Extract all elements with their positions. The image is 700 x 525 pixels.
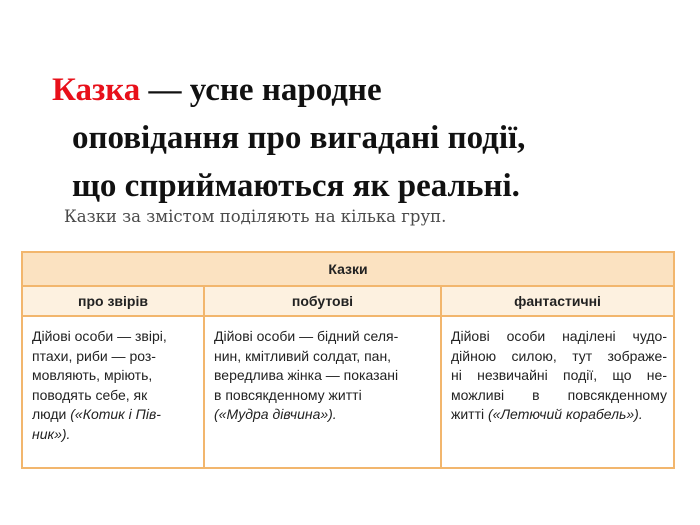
fairy-tale-types-table [21, 251, 675, 469]
cell-line: вередлива жінка — показані [214, 367, 399, 384]
example-title: («Мудра дівчина»). [214, 406, 337, 423]
cell-line [214, 405, 434, 425]
definition-text [52, 66, 682, 210]
cell-line: Дійові особи — звірі, [32, 328, 167, 344]
table-title: Казки [23, 253, 673, 287]
header-fantastic: фантастичні [440, 287, 673, 315]
cell-line: поводять себе, як [32, 386, 148, 403]
definition-term: Казка [52, 72, 141, 108]
cell-text: житті [451, 406, 489, 423]
cell-line: птахи, риби — роз- [32, 347, 156, 364]
table-body-row [23, 317, 673, 467]
cell-line: в повсякденному житті [214, 386, 362, 403]
definition-line-1 [52, 66, 682, 114]
table-header-row [23, 287, 673, 317]
cell-line: мовляють, мріють, [32, 367, 153, 384]
cell-line: Дійові особи — бідний селя- [214, 328, 399, 344]
cell-line: дійною силою, тут зображе- [451, 347, 667, 364]
definition-line-2: оповідання про вигадані події, [72, 120, 526, 156]
example-title: («Летючий корабель»). [488, 406, 643, 423]
cell-line: можливі в повсякденному [451, 386, 667, 403]
cell-line: ні незвичайні події, що не- [451, 367, 667, 384]
cell-everyday [203, 317, 440, 467]
cell-line [32, 405, 197, 425]
header-everyday: побутові [203, 287, 440, 315]
cell-line: Дійові особи наділені чудо- [451, 328, 667, 344]
header-animals: про звірів [78, 293, 148, 309]
cell-line [32, 425, 197, 445]
cell-animals [23, 317, 203, 467]
cell-line: нин, кмітливий солдат, пан, [214, 347, 392, 364]
cell-text: люди [32, 406, 71, 423]
intro-text: Казки за змістом поділяють на кілька груп. [64, 207, 447, 226]
example-title: («Котик і Пів- [70, 406, 161, 423]
definition-line-1-rest: — усне народне [140, 72, 382, 108]
cell-fantastic [440, 317, 673, 467]
example-title-continued: ник»). [32, 425, 71, 442]
definition-line-3: що сприймаються як реальні. [72, 168, 520, 204]
cell-line [451, 405, 667, 425]
